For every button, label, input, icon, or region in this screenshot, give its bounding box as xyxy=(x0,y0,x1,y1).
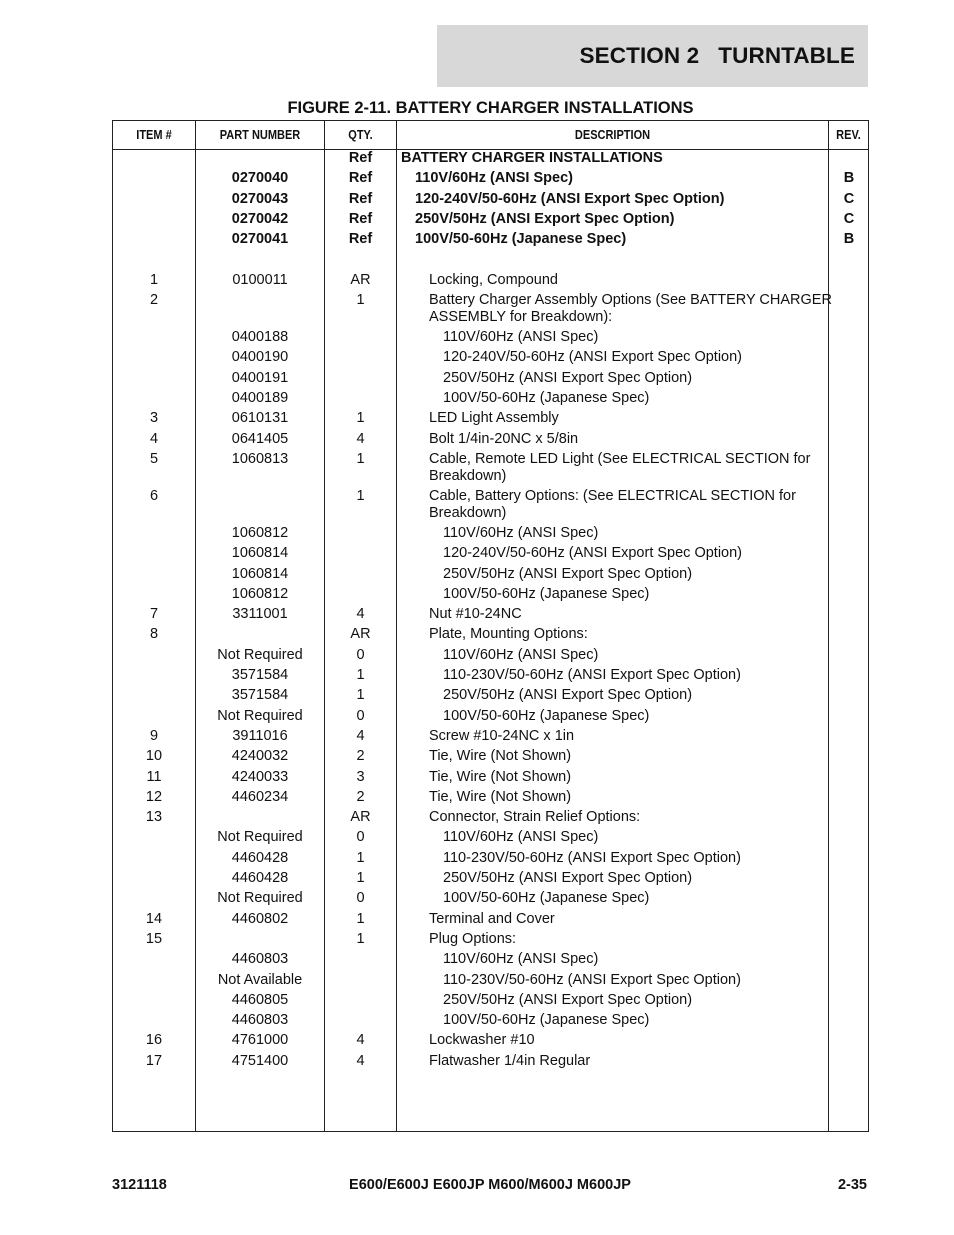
quantity-cell: 0 xyxy=(356,829,365,846)
item-number-cell: 1 xyxy=(149,271,159,288)
column-header-qty: QTY. xyxy=(348,128,373,142)
description-cell: 120-240V/50-60Hz (ANSI Export Spec Option) xyxy=(443,545,743,562)
footer-models: E600/E600J E600JP M600/M600J M600JP xyxy=(349,1177,631,1193)
description-cell: Terminal and Cover xyxy=(429,910,555,927)
column-header-description: DESCRIPTION xyxy=(574,128,651,142)
quantity-cell: Ref xyxy=(348,190,373,207)
part-number-cell: 3311001 xyxy=(232,606,288,623)
part-number-cell: 1060813 xyxy=(231,450,289,467)
part-number-cell: 4460428 xyxy=(231,849,289,866)
description-cell: 250V/50Hz (ANSI Export Spec Option) xyxy=(443,687,693,704)
figure-title: FIGURE 2-11. BATTERY CHARGER INSTALLATIONS xyxy=(287,99,694,117)
part-number-cell: 1060812 xyxy=(231,585,289,602)
revision-cell: B xyxy=(843,231,855,248)
item-number-cell: 3 xyxy=(149,410,159,427)
part-number-cell: 4460234 xyxy=(231,788,289,805)
item-number-cell: 16 xyxy=(145,1032,163,1049)
quantity-cell: 4 xyxy=(356,1032,365,1049)
description-cell: Nut #10-24NC xyxy=(429,606,522,623)
part-number-cell: 4460428 xyxy=(231,870,289,886)
item-number-cell: 14 xyxy=(145,910,163,927)
description-cell: Cable, Remote LED Light (See ELECTRICAL SECTION for Breakdown) xyxy=(429,450,811,484)
part-number-cell: 0100011 xyxy=(232,271,288,288)
item-number-cell: 10 xyxy=(145,748,163,765)
quantity-cell: Ref xyxy=(348,150,373,166)
item-number-cell: 6 xyxy=(149,487,159,504)
description-cell: 100V/50-60Hz (Japanese Spec) xyxy=(443,707,650,724)
part-number-cell: 1060814 xyxy=(231,565,289,582)
description-cell: Plate, Mounting Options: xyxy=(429,626,588,643)
quantity-cell: 0 xyxy=(356,890,365,907)
part-number-cell: 4460803 xyxy=(231,951,289,968)
part-number-cell: 4240032 xyxy=(231,748,289,765)
description-cell: 100V/50-60Hz (Japanese Spec) xyxy=(415,231,627,248)
quantity-cell: 1 xyxy=(356,410,365,427)
part-number-cell: 0400190 xyxy=(231,349,289,366)
description-cell: Flatwasher 1/4in Regular xyxy=(429,1052,591,1069)
footer-page-number: 2-35 xyxy=(837,1177,867,1193)
quantity-cell: 1 xyxy=(356,930,365,947)
part-number-cell: 0400189 xyxy=(231,390,289,406)
section-header xyxy=(437,25,868,87)
part-number-cell: 1060812 xyxy=(231,524,289,541)
part-number-cell: Not Available xyxy=(217,971,303,988)
description-cell: 250V/50Hz (ANSI Export Spec Option) xyxy=(415,210,675,227)
description-cell: Tie, Wire (Not Shown) xyxy=(429,768,572,785)
footer-document-number: 3121118 xyxy=(112,1177,167,1193)
description-cell: 250V/50Hz (ANSI Export Spec Option) xyxy=(443,870,693,886)
description-cell: 120-240V/50-60Hz (ANSI Export Spec Option) xyxy=(415,190,725,207)
quantity-cell: Ref xyxy=(348,210,373,227)
quantity-cell: 1 xyxy=(356,292,365,309)
description-cell: 110V/60Hz (ANSI Spec) xyxy=(443,646,599,663)
description-cell: 250V/50Hz (ANSI Export Spec Option) xyxy=(443,991,693,1008)
description-cell: LED Light Assembly xyxy=(429,410,559,427)
description-cell: 100V/50-60Hz (Japanese Spec) xyxy=(443,390,650,406)
item-number-cell: 4 xyxy=(149,430,159,447)
quantity-cell: Ref xyxy=(348,170,373,187)
description-cell: 250V/50Hz (ANSI Export Spec Option) xyxy=(443,565,693,582)
description-cell: 100V/50-60Hz (Japanese Spec) xyxy=(443,585,650,602)
column-header-part-number: PART NUMBER xyxy=(219,128,301,142)
part-number-cell: 3911016 xyxy=(232,727,288,744)
quantity-cell: 0 xyxy=(356,646,365,663)
description-cell: Connector, Strain Relief Options: xyxy=(429,809,641,826)
quantity-cell: AR xyxy=(350,271,371,288)
description-cell: Locking, Compound xyxy=(429,271,558,288)
part-number-cell: 4751400 xyxy=(231,1052,289,1069)
part-number-cell: 0610131 xyxy=(231,410,289,427)
quantity-cell: AR xyxy=(350,809,371,826)
part-number-cell: 0270043 xyxy=(231,190,289,207)
item-number-cell: 2 xyxy=(149,292,159,309)
part-number-cell: 3571584 xyxy=(231,667,289,683)
description-cell: 110V/60Hz (ANSI Spec) xyxy=(443,524,599,541)
item-number-cell: 15 xyxy=(145,930,163,947)
quantity-cell: 2 xyxy=(356,748,365,765)
part-number-cell: 0270041 xyxy=(231,231,289,248)
parts-table xyxy=(112,120,869,1132)
revision-cell: C xyxy=(843,190,855,207)
part-number-cell: 0400191 xyxy=(231,369,289,386)
item-number-cell: 11 xyxy=(146,768,162,785)
quantity-cell: 4 xyxy=(356,606,365,623)
part-number-cell: Not Required xyxy=(217,707,303,724)
item-number-cell: 17 xyxy=(145,1052,163,1069)
part-number-cell: Not Required xyxy=(217,890,303,907)
part-number-cell: 4460805 xyxy=(231,991,289,1008)
revision-cell: C xyxy=(843,210,855,227)
part-number-cell: 0400188 xyxy=(231,329,289,346)
description-cell: 120-240V/50-60Hz (ANSI Export Spec Option) xyxy=(443,349,743,366)
quantity-cell: 1 xyxy=(356,487,365,504)
part-number-cell: 4761000 xyxy=(231,1032,289,1049)
revision-cell: B xyxy=(843,170,855,187)
item-number-cell: 5 xyxy=(149,450,159,467)
part-number-cell: 3571584 xyxy=(231,687,289,704)
item-number-cell: 7 xyxy=(149,606,159,623)
column-header-item: ITEM # xyxy=(136,128,172,142)
description-cell: 250V/50Hz (ANSI Export Spec Option) xyxy=(443,369,693,386)
description-cell: 110V/60Hz (ANSI Spec) xyxy=(443,329,599,346)
description-cell: Plug Options: xyxy=(429,930,517,947)
description-cell: 110-230V/50-60Hz (ANSI Export Spec Option) xyxy=(443,667,741,683)
quantity-cell: 4 xyxy=(356,430,365,447)
description-cell: Bolt 1/4in-20NC x 5/8in xyxy=(429,430,579,447)
item-number-cell: 8 xyxy=(149,626,159,643)
description-cell: 110V/60Hz (ANSI Spec) xyxy=(443,951,599,968)
quantity-cell: 1 xyxy=(356,910,365,927)
description-cell: 110-230V/50-60Hz (ANSI Export Spec Option) xyxy=(443,971,741,988)
description-cell: Tie, Wire (Not Shown) xyxy=(429,748,572,765)
description-cell: Cable, Battery Options: (See ELECTRICAL SECTION for Breakdown) xyxy=(429,487,796,521)
item-number-cell: 13 xyxy=(145,809,163,826)
quantity-cell: 3 xyxy=(356,768,365,785)
description-cell: 110V/60Hz (ANSI Spec) xyxy=(415,170,573,187)
part-number-cell: 4460803 xyxy=(231,1012,289,1029)
description-cell: Tie, Wire (Not Shown) xyxy=(429,788,572,805)
quantity-cell: 1 xyxy=(356,687,365,704)
part-number-cell: 4240033 xyxy=(231,768,289,785)
part-number-cell: 0270042 xyxy=(231,210,289,227)
description-cell: 100V/50-60Hz (Japanese Spec) xyxy=(443,890,650,907)
description-cell: 110-230V/50-60Hz (ANSI Export Spec Option) xyxy=(443,849,741,866)
quantity-cell: 2 xyxy=(356,788,365,805)
column-header-rev: REV. xyxy=(836,128,861,142)
quantity-cell: 4 xyxy=(356,1052,365,1069)
quantity-cell: 1 xyxy=(356,667,365,683)
description-cell: Lockwasher #10 xyxy=(429,1032,535,1049)
section-title: SECTION 2 TURNTABLE xyxy=(579,43,855,68)
column-divider xyxy=(396,121,397,1131)
description-cell: 100V/50-60Hz (Japanese Spec) xyxy=(443,1012,650,1029)
part-number-cell: 4460802 xyxy=(231,910,289,927)
quantity-cell: Ref xyxy=(348,231,373,248)
part-number-cell: 0641405 xyxy=(231,430,289,447)
description-cell: 110V/60Hz (ANSI Spec) xyxy=(443,829,599,846)
part-number-cell: 0270040 xyxy=(231,170,289,187)
quantity-cell: 1 xyxy=(356,450,365,467)
description-cell: Screw #10-24NC x 1in xyxy=(429,727,575,744)
quantity-cell: 4 xyxy=(356,727,365,744)
description-cell: Battery Charger Assembly Options (See BATTERY CHARGER ASSEMBLY for Breakdown): xyxy=(429,292,832,326)
quantity-cell: 0 xyxy=(356,707,365,724)
item-number-cell: 9 xyxy=(149,727,159,744)
part-number-cell: 1060814 xyxy=(231,545,289,562)
quantity-cell: 1 xyxy=(356,849,365,866)
item-number-cell: 12 xyxy=(145,788,163,805)
part-number-cell: Not Required xyxy=(217,829,303,846)
quantity-cell: 1 xyxy=(356,870,365,886)
description-cell: BATTERY CHARGER INSTALLATIONS xyxy=(401,150,663,166)
quantity-cell: AR xyxy=(350,626,371,643)
part-number-cell: Not Required xyxy=(217,646,303,663)
